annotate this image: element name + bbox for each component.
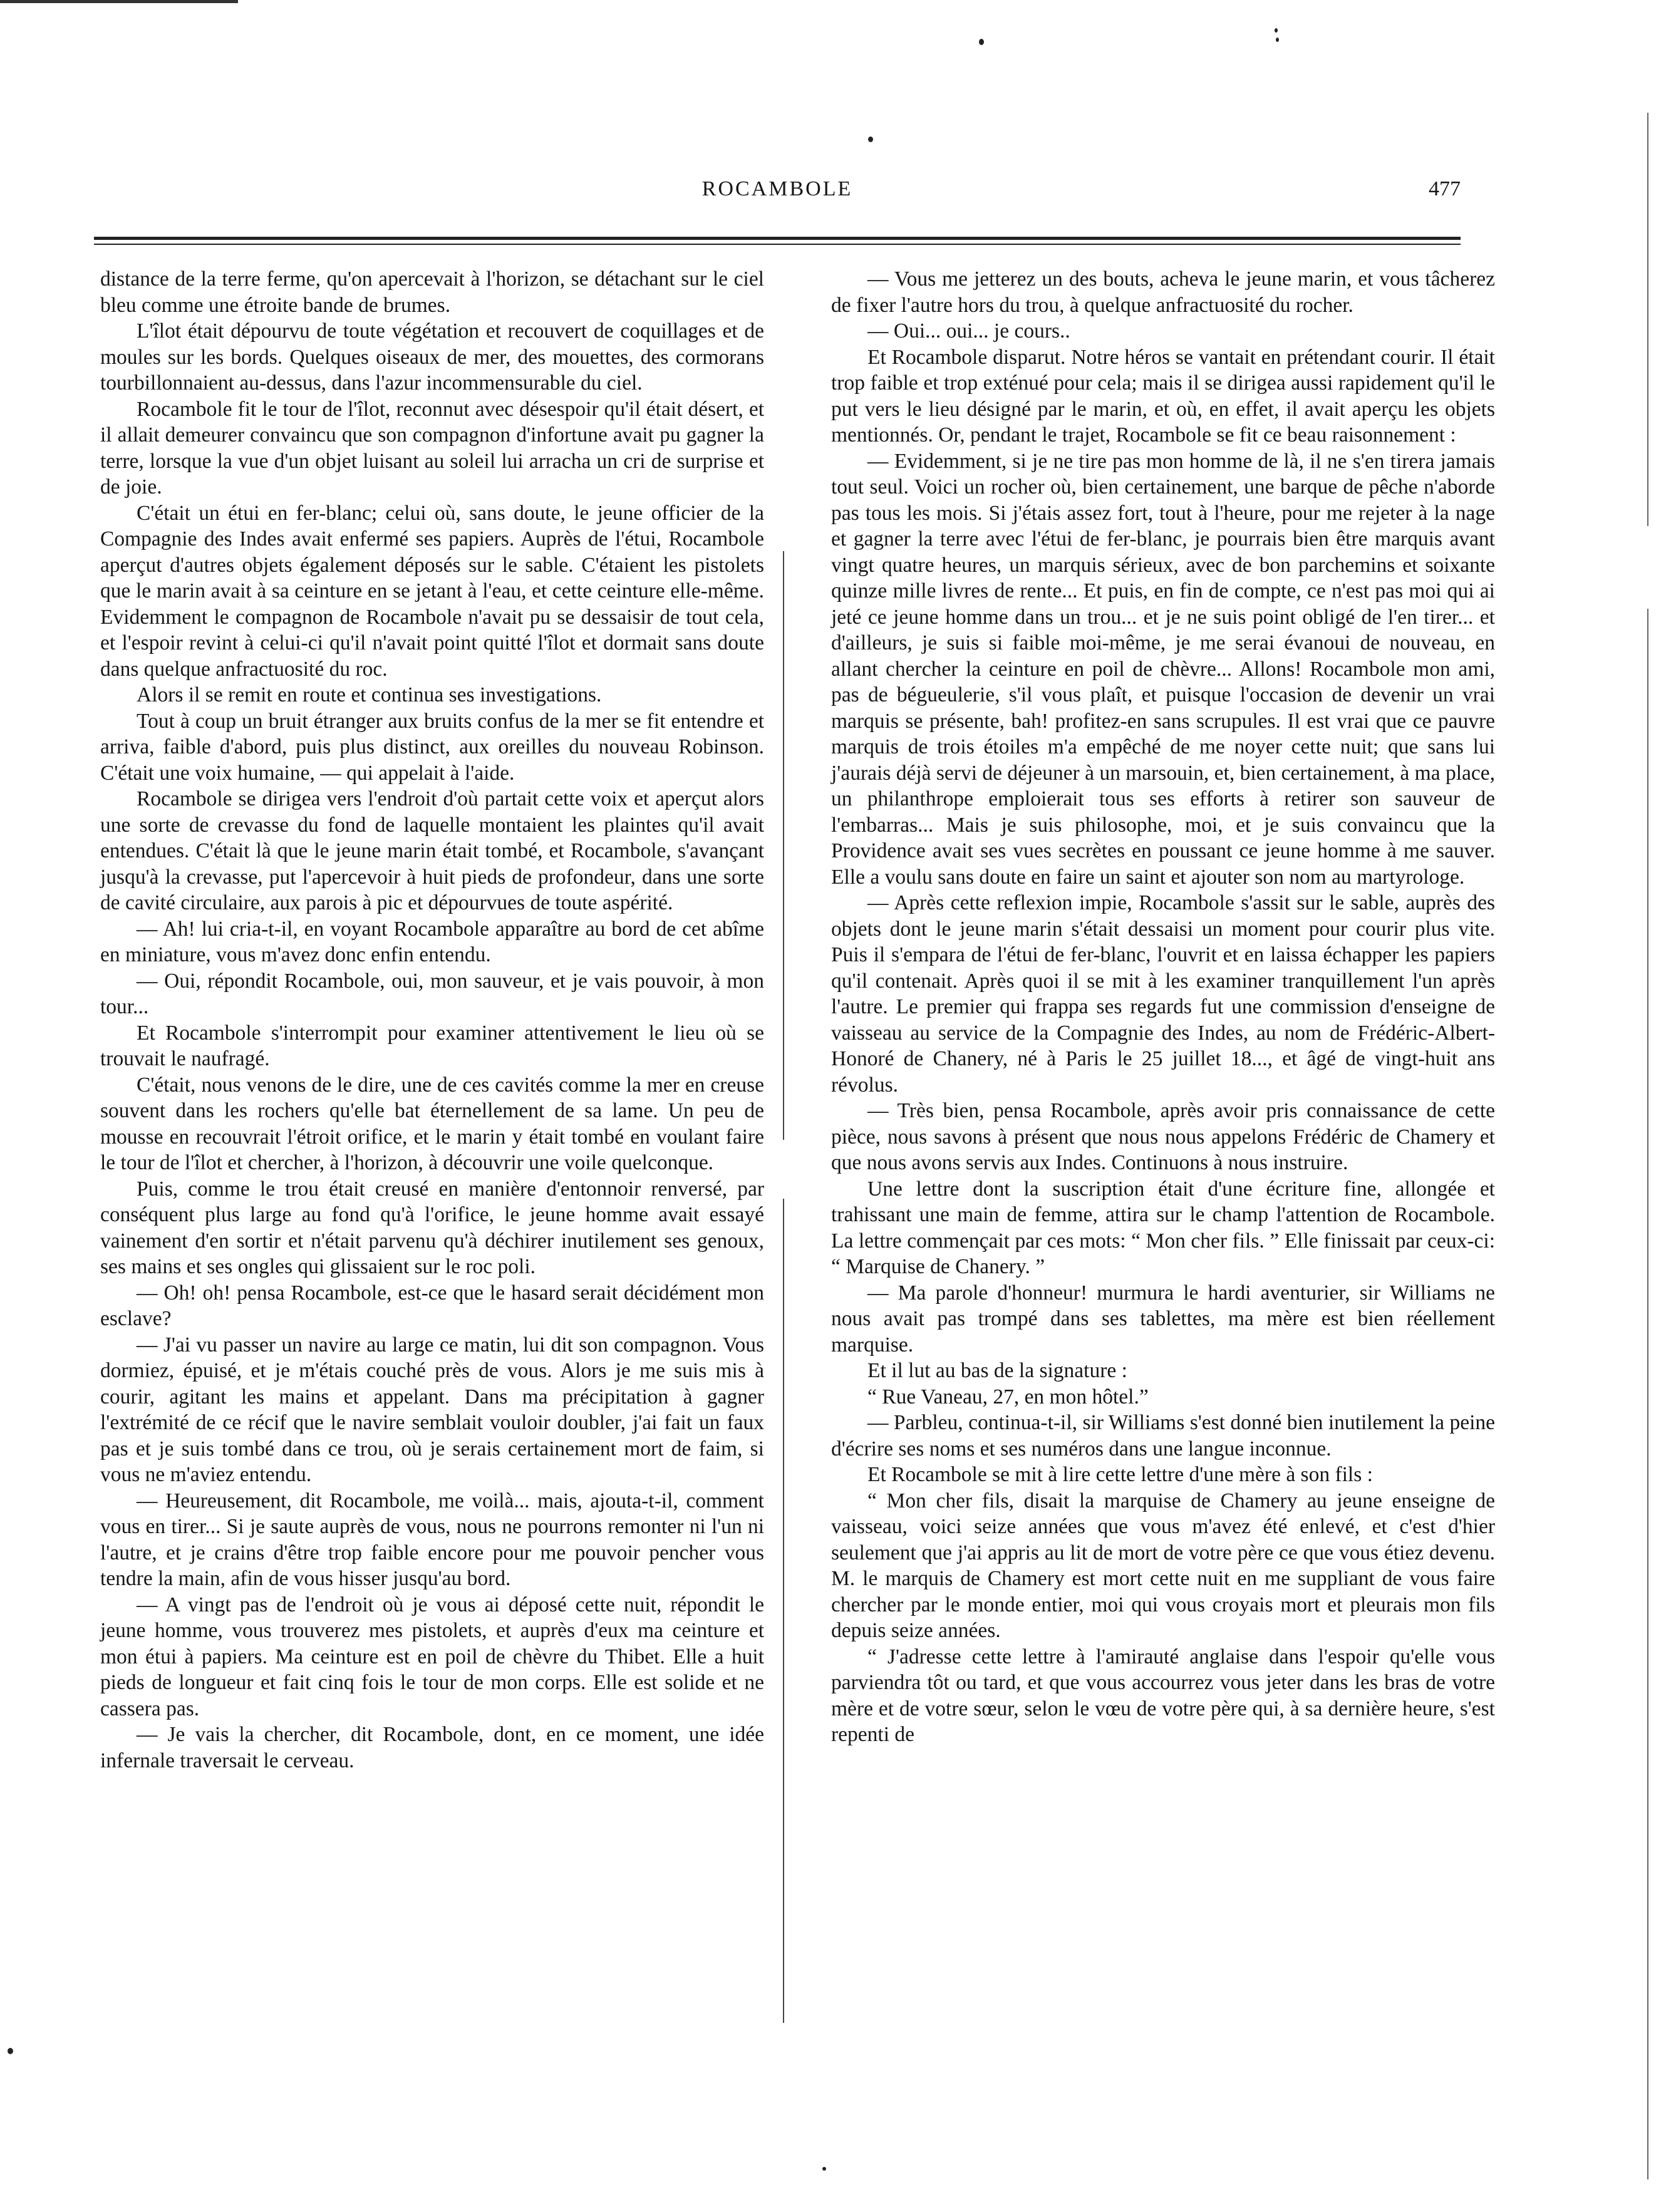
- header-rule: [94, 237, 1461, 240]
- paragraph: — Heureusement, dit Rocambole, me voilà... mais, ajouta-t-il, comment vous en tirer... Si je saute auprès de vous, nous ne pourrons remonter ni l'un ni l'autre, et je crains d'être trop faible encore pour me pouvoir pencher vous tendre la main, afin de vous hisser jusqu'au bord.: [100, 1489, 764, 1590]
- paragraph: — Oui... oui... je cours..: [867, 319, 1070, 343]
- running-title: ROCAMBOLE: [701, 177, 853, 200]
- paragraph: — Après cette reflexion impie, Rocambole s'assit sur le sable, auprès des objets dont le jeune marin s'était dessaisi un moment pour courir plus vite. Puis il s'empara de l'étui de fer-blanc, l'ouvrit et en laissa échapper les papiers qu'il contenait. Après quoi il se mit à les examiner tranquillement l'un après l'autre. Le premier qui frappa ses regards fut une commission d'enseigne de vaisseau au service de la Compagnie des Indes, au nom de Frédéric-Albert-Honoré de Chanery, né à Paris le 25 juillet 18..., et âgé de vingt-huit ans révolus.: [831, 891, 1495, 1097]
- paragraph: Et Rocambole s'interrompit pour examiner attentivement le lieu où se trouvait le naufragé.: [100, 1021, 764, 1070]
- paragraph: Tout à coup un bruit étranger aux bruits confus de la mer se fit entendre et arriva, faible d'abord, puis plus distinct, aux oreilles du nouveau Robinson. C'était une voix humaine, — qui appelait à l'aide.: [100, 709, 764, 785]
- paragraph: C'était un étui en fer-blanc; celui où, sans doute, le jeune officier de la Compagnie des Indes avait enfermé ses papiers. Auprès de l'étui, Rocambole aperçut d'autres objets également déposés sur le sable. C'étaient les pistolets que le marin avait à sa ceinture en se jetant à l'eau, et cette ceinture elle-même. Evidemment le compagnon de Rocambole n'avait pu se dessaisir de tout cela, et l'espoir revint à celui-ci qu'il n'avait point quitté l'îlot et dormait sans doute dans quelque anfractuosité du roc.: [100, 501, 764, 681]
- paragraph: “ J'adresse cette lettre à l'amirauté anglaise dans l'espoir qu'elle vous parviendra tôt ou tard, et que vous accourrez vous jeter dans les bras de votre mère et de votre sœur, selon le vœu de votre père qui, à sa dernière heure, s'est repenti de: [831, 1645, 1495, 1746]
- scan-edge-mark: [0, 0, 238, 3]
- paragraph: — J'ai vu passer un navire au large ce matin, lui dit son compagnon. Vous dormiez, épuisé, et je m'étais couché près de vous. Alors je me suis mis à courir, agitant les mains et appelant. Dans ma précipitation à gagner l'extrémité de ce récif que le navire semblait vouloir doubler, j'ai fait un faux pas et je suis tombé dans ce trou, où je serais certainement mort de faim, si vous ne m'aviez entendu.: [100, 1333, 764, 1486]
- paragraph: — Parbleu, continua-t-il, sir Williams s'est donné bien inutilement la peine d'écrire ses noms et ses numéros dans une langue inconnue.: [831, 1411, 1495, 1460]
- scan-edge-line: [1647, 113, 1648, 2179]
- paragraph: — A vingt pas de l'endroit où je vous ai déposé cette nuit, répondit le jeune homme, vous trouverez mes pistolets, et auprès d'eux ma ceinture et mon étui à papiers. Ma ceinture est en poil de chèvre du Thibet. Elle a huit pieds de longueur et fait cinq fois le tour de mon corps. Elle est solide et ne cassera pas.: [100, 1593, 764, 1720]
- scan-speck: [822, 2167, 826, 2171]
- paragraph: Puis, comme le trou était creusé en manière d'entonnoir renversé, par conséquent plus large au fond qu'à l'orifice, le jeune homme avait essayé vainement d'en sortir et n'était parvenu qu'à déchirer inutilement ses genoux, ses mains et ses ongles qui glissaient sur le roc poli.: [100, 1177, 764, 1278]
- scan-speck: [1275, 28, 1278, 33]
- running-header: [94, 177, 1461, 215]
- paragraph: Rocambole se dirigea vers l'endroit d'où partait cette voix et aperçut alors une sorte de crevasse du fond de laquelle montaient les plaintes qu'il avait entendues. C'était là que le jeune marin était tombé, et Rocambole, s'avançant jusqu'à la crevasse, put l'apercevoir à huit pieds de profondeur, dans une sorte de cavité circulaire, aux parois à pic et dépourvues de toute aspérité.: [100, 787, 764, 914]
- scan-speck: [8, 2048, 13, 2054]
- paragraph: — Evidemment, si je ne tire pas mon homme de là, il ne s'en tirera jamais tout seul. Voici un rocher où, bien certainement, une barque de pêche n'aborde pas tous les mois. Si j'étais assez fort, tout à l'heure, pour me rejeter à la nage et gagner la terre avec l'étui de fer-blanc, je pourrais bien être marquis avant vingt quatre heures, un marquis sérieux, avec de bon parchemins et soixante quinze mille livres de rente... Et puis, en fin de compte, ce n'est pas moi qui ai jeté ce jeune homme dans un trou... et je ne suis point obligé de l'en tirer... et d'ailleurs, je suis si faible moi-même, je me serai évanoui de nouveau, en allant chercher la ceinture en poil de chèvre... Allons! Rocambole mon ami, pas de bégueulerie, s'il vous plaît, et puisque l'occasion de devenir un vrai marquis se présente, bah! profitez-en sans scrupules. Il est vrai que ce pauvre marquis de trois étoiles m'a empêché de me noyer cette nuit; que sans lui j'aurais déjà servi de déjeuner à un marsouin, et, bien certainement, à ma place, un philanthrope emploierait tous ses efforts à retirer son sauveur de l'embarras... Mais je suis philosophe, moi, et je suis convaincu que la Providence avait ses vues secrètes en poussant ce jeune homme à me sauver. Elle a voulu sans doute en faire un saint et ajouter son nom au martyrologe.: [831, 449, 1495, 889]
- paragraph: Et il lut au bas de la signature :: [867, 1359, 1127, 1382]
- paragraph: Et Rocambole se mit à lire cette lettre d'une mère à son fils :: [867, 1463, 1373, 1486]
- paragraph: “ Rue Vaneau, 27, en mon hôtel.”: [867, 1385, 1149, 1408]
- paragraph: Rocambole fit le tour de l'îlot, reconnut avec désespoir qu'il était désert, et il allait demeurer convaincu que son compagnon d'infortune avait pu gagner la terre, lorsque la vue d'un objet luisant au soleil lui arracha un cri de surprise et de joie.: [100, 397, 764, 499]
- paragraph: distance de la terre ferme, qu'on apercevait à l'horizon, se détachant sur le ciel bleu comme une étroite bande de brumes.: [100, 267, 764, 317]
- paragraph: — Je vais la chercher, dit Rocambole, dont, en ce moment, une idée infernale traversait le cerveau.: [100, 1723, 764, 1772]
- paragraph: C'était, nous venons de le dire, une de ces cavités comme la mer en creuse souvent dans les rochers qu'elle bat éternellement de sa lame. Un peu de mousse en recouvrait l'étroit orifice, et le marin y était tombé en voulant faire le tour de l'îlot et chercher, à l'horizon, à découvrir une voile quelconque.: [100, 1073, 764, 1174]
- paragraph: Une lettre dont la suscription était d'une écriture fine, allongée et trahissant une main de femme, attira sur le champ l'attention de Rocambole. La lettre commençait par ces mots: “ Mon cher fils. ” Elle finissait par ceux-ci: “ Marquise de Chanery. ”: [831, 1177, 1495, 1278]
- right-column: [831, 266, 1495, 1748]
- paragraph: — Oui, répondit Rocambole, oui, mon sauveur, et je vais pouvoir, à mon tour...: [100, 969, 764, 1018]
- paragraph: Et Rocambole disparut. Notre héros se vantait en prétendant courir. Il était trop faible et trop exténué pour cela; mais il se dirigea aussi rapidement qu'il le put vers le lieu désigné par le marin, et où, en effet, il avait aperçu les objets mentionnés. Or, pendant le trajet, Rocambole se fit ce beau raisonnement :: [831, 345, 1495, 447]
- paragraph: — Ma parole d'honneur! murmura le hardi aventurier, sir Williams ne nous avait pas trompé dans ses tablettes, ma mère est bien réellement marquise.: [831, 1281, 1495, 1357]
- paragraph: — Très bien, pensa Rocambole, après avoir pris connaissance de cette pièce, nous savons à présent que nous nous appelons Frédéric de Chamery et que nous avons servis aux Indes. Continuons à nous instruire.: [831, 1099, 1495, 1174]
- header-rule-thin: [94, 244, 1461, 245]
- paragraph: — Vous me jetterez un des bouts, acheva le jeune marin, et vous tâcherez de fixer l'autre hors du trou, à quelque anfractuosité du rocher.: [831, 267, 1495, 317]
- scan-speck: [979, 39, 984, 45]
- scan-speck: [868, 137, 873, 142]
- paragraph: “ Mon cher fils, disait la marquise de Chamery au jeune enseigne de vaisseau, voici seize années que vous m'avez été enlevé, et c'est d'hier seulement que j'ai appris au lit de mort de votre père ce que vous étiez devenu. M. le marquis de Chamery est mort cette nuit en me suppliant de vous faire chercher par le monde entier, moi qui vous croyais mort et pleurais mon fils depuis seize années.: [831, 1489, 1495, 1642]
- paragraph: Alors il se remit en route et continua ses investigations.: [137, 683, 602, 706]
- column-divider: [783, 551, 784, 2023]
- paragraph: — Oh! oh! pensa Rocambole, est-ce que le hasard serait décidément mon esclave?: [100, 1281, 764, 1330]
- page-number: 477: [1429, 177, 1461, 200]
- paragraph: L'îlot était dépourvu de toute végétation et recouvert de coquillages et de moules sur les bords. Quelques oiseaux de mer, des mouettes, des cormorans tourbillonnaient au-dessus, dans l'azur incommensurable du ciel.: [100, 319, 764, 395]
- paragraph: — Ah! lui cria-t-il, en voyant Rocambole apparaître au bord de cet abîme en miniature, vous m'avez donc enfin entendu.: [100, 917, 764, 966]
- left-column: [100, 266, 764, 1774]
- scan-speck: [1276, 38, 1279, 42]
